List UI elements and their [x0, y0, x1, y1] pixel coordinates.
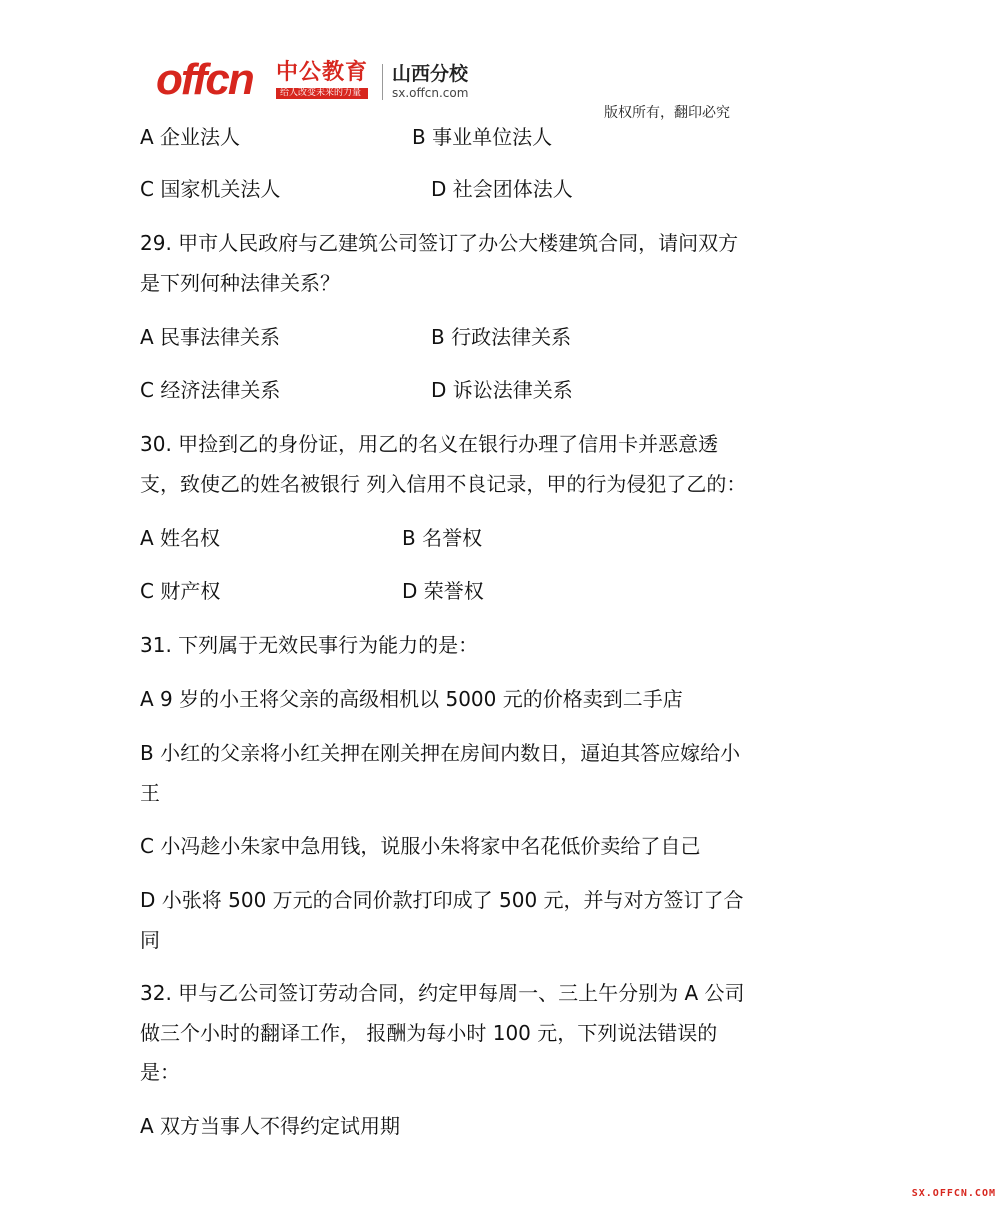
q28-option-a: A 企业法人: [140, 125, 241, 149]
q28-option-c: C 国家机关法人: [140, 177, 281, 201]
q29-option-a: A 民事法律关系: [140, 325, 281, 349]
page-header: [156, 55, 776, 121]
q29-option-d: D 诉讼法律关系: [431, 378, 573, 402]
q31-option-c: C 小冯趁小朱家中急用钱，说服小朱将家中名花低价卖给了自己: [140, 834, 701, 858]
copyright-notice: 版权所有，翻印必究: [604, 105, 730, 121]
q30-option-b: B 名誉权: [402, 526, 483, 550]
offcn-logo: offcn: [156, 55, 253, 104]
q31-option-a: A 9 岁的小王将父亲的高级相机以 5000 元的价格卖到二手店: [140, 687, 683, 711]
q30-stem-line1: 30. 甲捡到乙的身份证，用乙的名义在银行办理了信用卡并恶意透: [140, 432, 719, 456]
q31-option-d-line1: D 小张将 500 万元的合同价款打印成了 500 元，并与对方签订了合: [140, 888, 744, 912]
q30-option-c: C 财产权: [140, 579, 221, 603]
q28-option-b: B 事业单位法人: [412, 125, 553, 149]
q29-option-b: B 行政法律关系: [431, 325, 572, 349]
branch-name: 山西分校: [392, 63, 469, 85]
q30-option-a: A 姓名权: [140, 526, 221, 550]
q31-option-b-line2: 王: [140, 781, 160, 805]
logo-cn-text: 中公教育: [276, 60, 369, 85]
q29-option-c: C 经济法律关系: [140, 378, 281, 402]
q29-stem-line1: 29. 甲市人民政府与乙建筑公司签订了办公大楼建筑合同，请问双方: [140, 231, 739, 255]
q30-option-d: D 荣誉权: [402, 579, 484, 603]
logo-slogan: 给人改变未来的力量: [276, 88, 368, 99]
q28-option-d: D 社会团体法人: [431, 177, 573, 201]
branch-block: [392, 62, 468, 100]
q31-stem: 31. 下列属于无效民事行为能力的是：: [140, 633, 479, 657]
branch-site: sx.offcn.com: [392, 86, 469, 100]
q29-stem-line2: 是下列何种法律关系？: [140, 271, 340, 295]
q32-stem-line2: 做三个小时的翻译工作， 报酬为每小时 100 元，下列说法错误的: [140, 1021, 718, 1045]
logo-cn-block: [276, 60, 368, 99]
q31-option-d-line2: 同: [140, 928, 160, 952]
site-watermark: SX.OFFCN.COM: [911, 1188, 996, 1199]
q32-stem-line3: 是：: [140, 1060, 180, 1084]
q31-option-b-line1: B 小红的父亲将小红关押在刚关押在房间内数日，逼迫其答应嫁给小: [140, 741, 741, 765]
q30-stem-line2: 支，致使乙的姓名被银行 列入信用不良记录，甲的行为侵犯了乙的：: [140, 472, 747, 496]
logo-divider: [382, 64, 383, 100]
q32-option-a: A 双方当事人不得约定试用期: [140, 1114, 401, 1138]
q32-stem-line1: 32. 甲与乙公司签订劳动合同，约定甲每周一、三上午分别为 A 公司: [140, 981, 745, 1005]
